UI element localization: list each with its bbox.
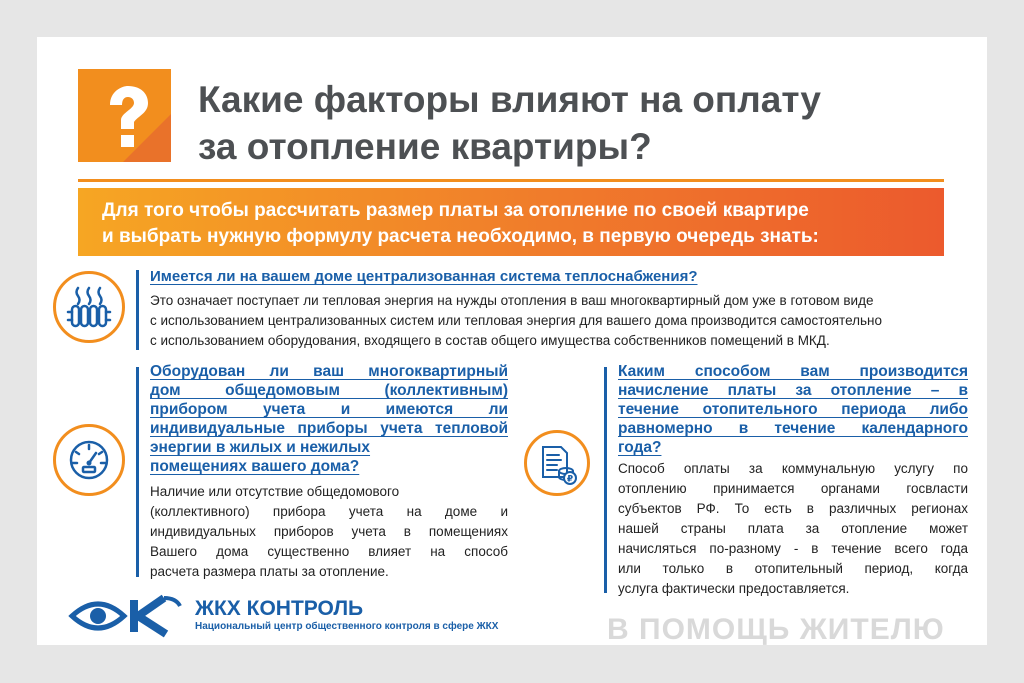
section-1-line: Это означает поступает ли тепловая энергия на нужды отопления в ваш многоквартирный дом уже в готовом виде <box>150 293 874 308</box>
question-mark-icon <box>78 69 171 162</box>
banner-line-2: и выбрать нужную формулу расчета необходимо, в первую очередь знать: <box>102 226 819 247</box>
section-3-line: услуга фактически предоставляется. <box>618 581 850 596</box>
section-3-body <box>618 459 968 599</box>
title-line-2: за отопление квартиры? <box>198 126 652 167</box>
section-3-bar <box>604 367 607 593</box>
section-2-line: (коллективного) прибора учета на доме и <box>150 504 508 519</box>
section-3-line: отоплению принимается органами госвласти <box>618 481 968 496</box>
section-2-bar <box>136 367 139 577</box>
section-3-heading <box>618 362 968 457</box>
title-line-1: Какие факторы влияют на оплату <box>198 79 821 120</box>
section-3-heading-line: Каким способом вам производится <box>618 363 968 380</box>
section-3-heading-line: года? <box>618 439 662 456</box>
section-3-heading-line: начисление платы за отопление – в <box>618 382 968 399</box>
section-2-heading-line: индивидуальные приборы учета тепловой <box>150 420 508 437</box>
section-2-heading-line: Оборудован ли ваш многоквартирный <box>150 363 508 380</box>
section-1-bar <box>136 270 139 350</box>
section-3-line: субъектов РФ. То есть в различных регионах <box>618 501 968 516</box>
page-title <box>198 76 821 170</box>
section-3-line: начисляться по-разному - в течение всего года <box>618 541 968 556</box>
section-3-line: нашей страны плата за отопление может <box>618 521 968 536</box>
section-2-line: Наличие или отсутствие общедомового <box>150 484 400 499</box>
section-3-line: Способ оплаты за коммунальную услугу по <box>618 461 968 476</box>
brand-tagline: Национальный центр общественного контроля в сфере ЖКХ <box>195 621 499 632</box>
intro-banner <box>78 188 944 256</box>
section-2-heading-line: дом общедомовым (коллективным) <box>150 382 508 399</box>
orange-divider <box>78 179 944 182</box>
section-2-heading-line: помещениях вашего дома? <box>150 458 360 475</box>
section-3-heading-line: равномерно в течение календарного <box>618 420 968 437</box>
gauge-meter-icon <box>53 424 125 496</box>
section-2-heading-line: прибором учета и имеются ли <box>150 401 508 418</box>
section-1-body <box>150 291 960 351</box>
radiator-icon <box>53 271 125 343</box>
section-3-heading-line: течение отопительного периода либо <box>618 401 968 418</box>
section-3-line: или только в отопительный период, когда <box>618 561 968 576</box>
section-2-heading <box>150 362 508 476</box>
section-2-line: расчета размера платы за отопление. <box>150 564 389 579</box>
banner-line-1: Для того чтобы рассчитать размер платы за отопление по своей квартире <box>102 200 809 221</box>
slogan-watermark: В ПОМОЩЬ ЖИТЕЛЮ <box>607 613 945 646</box>
section-1-heading: Имеется ли на вашем доме централизованная система теплоснабжения? <box>150 268 698 285</box>
eye-k-logo-icon <box>68 594 186 643</box>
brand-name: ЖКХ КОНТРОЛЬ <box>195 597 364 620</box>
section-1-line: с использованием оборудования, входящего в состав общего имущества собственников помещений в МКД. <box>150 333 830 348</box>
section-2-line: Вашего дома существенно влияет на способ <box>150 544 508 559</box>
billing-document-icon <box>524 430 590 496</box>
section-2-line: индивидуальных приборов учета в помещениях <box>150 524 508 539</box>
section-1-line: с использованием централизованных систем или тепловая энергия для вашего дома производится самостоятельно <box>150 313 883 328</box>
section-2-body <box>150 482 508 582</box>
section-2-heading-line: энергии в жилых и нежилых <box>150 439 371 456</box>
svg-text:₽: ₽ <box>566 474 574 485</box>
